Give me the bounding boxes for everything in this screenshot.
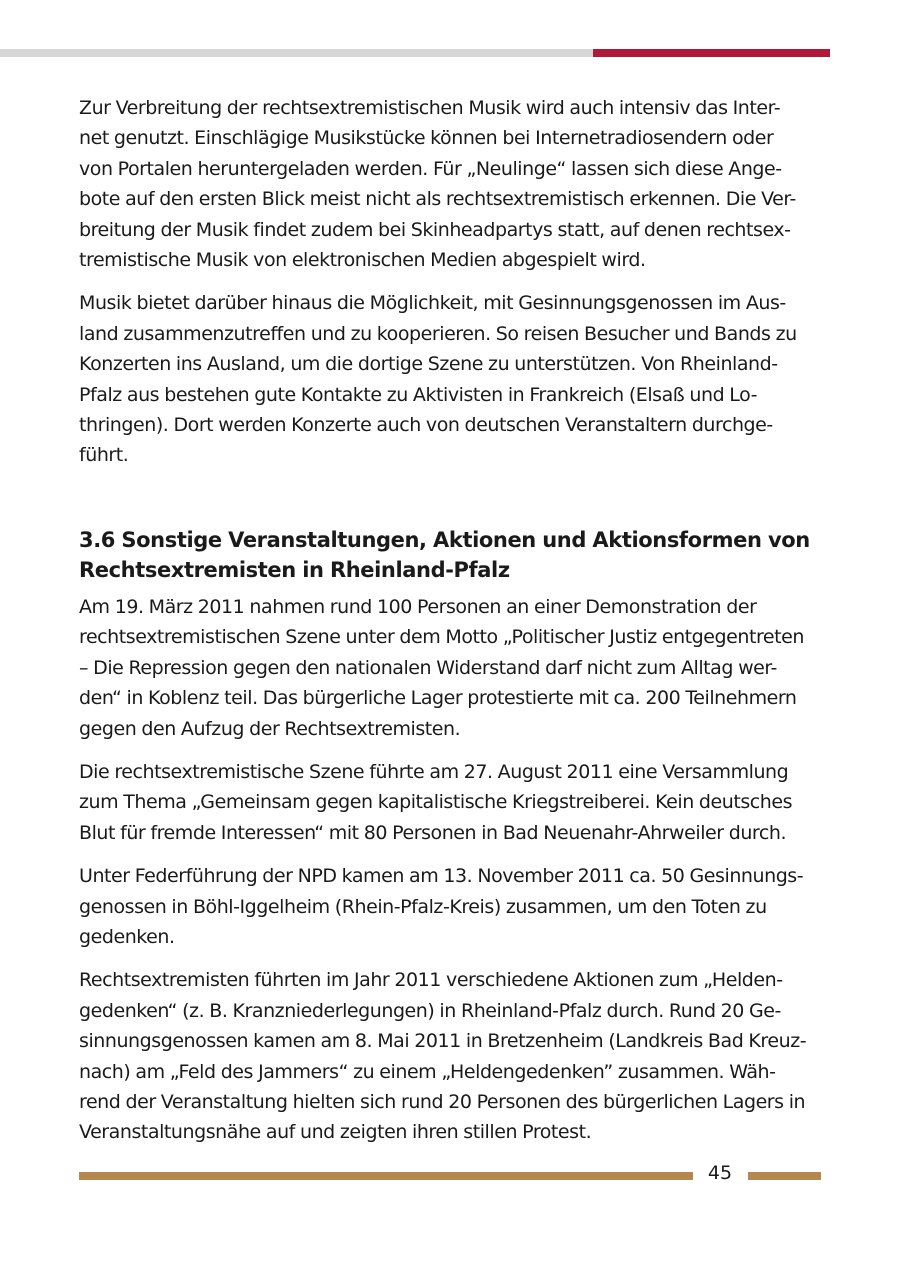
footer-bar-right [748, 1172, 821, 1180]
paragraph-music-abroad [79, 288, 824, 470]
text-line: Am 19. März 2011 nahmen rund 100 Personen an einer Demonstration der [79, 595, 757, 618]
text-line: net genutzt. Einschlägige Musikstücke können bei Internetradiosendern oder [79, 127, 774, 150]
text-line: nach) am „Feld des Jammers“ zu einem „Heldengedenken” zusammen. Wäh- [79, 1060, 776, 1083]
paragraph-music-internet [79, 93, 824, 275]
text-line: genossen in Böhl-Iggelheim (Rhein-Pfalz-Kreis) zusammen, um den Toten zu [79, 895, 767, 918]
text-line: von Portalen heruntergeladen werden. Für „Neulinge“ lassen sich diese Ange- [79, 157, 782, 180]
text-line: land zusammenzutreffen und zu kooperieren. So reisen Besucher und Bands zu [79, 322, 797, 345]
text-line: thringen). Dort werden Konzerte auch von deutschen Veranstaltern durchge- [79, 414, 773, 437]
text-line: bote auf den ersten Blick meist nicht als rechtsextremistisch erkennen. Die Ver- [79, 188, 796, 211]
text-line: Unter Federführung der NPD kamen am 13. November 2011 ca. 50 Gesinnungs- [79, 865, 804, 888]
header-bar-gray [0, 49, 593, 57]
header-bar-accent [593, 49, 830, 57]
paragraph-assembly-ahrweiler [79, 757, 824, 848]
text-line: sinnungsgenossen kamen am 8. Mai 2011 in Bretzenheim (Landkreis Bad Kreuz- [79, 1030, 807, 1053]
text-line: gedenken“ (z. B. Kranzniederlegungen) in Rheinland-Pfalz durch. Rund 20 Ge- [79, 999, 781, 1022]
text-line: breitung der Musik findet zudem bei Skinheadpartys statt, auf denen rechtsex- [79, 218, 791, 241]
text-line: Blut für fremde Interessen“ mit 80 Personen in Bad Neuenahr-Ahrweiler durch. [79, 821, 787, 844]
text-line: den“ in Koblenz teil. Das bürgerliche Lager protestierte mit ca. 200 Teilnehmern [79, 687, 797, 710]
text-line: Veranstaltungsnähe auf und zeigten ihren stillen Protest. [79, 1121, 592, 1144]
page-number: 45 [707, 1162, 733, 1184]
section-heading [79, 525, 824, 586]
text-line: – Die Repression gegen den nationalen Widerstand darf nicht zum Alltag wer- [79, 656, 777, 679]
paragraph-npd-boehl [79, 861, 824, 952]
text-line: rechtsextremistischen Szene unter dem Motto „Politischer Justiz entgegentreten [79, 626, 804, 649]
text-line: zum Thema „Gemeinsam gegen kapitalistische Kriegstreiberei. Kein deutsches [79, 791, 793, 814]
text-line: Die rechtsextremistische Szene führte am 27. August 2011 eine Versammlung [79, 760, 789, 783]
text-line: gedenken. [79, 925, 175, 948]
text-line: gegen den Aufzug der Rechtsextremisten. [79, 717, 461, 740]
text-line: Zur Verbreitung der rechtsextremistischen Musik wird auch intensiv das Inter- [79, 97, 781, 119]
heading-line: Rechtsextremisten in Rheinland-Pfalz [79, 558, 510, 583]
text-line: Rechtsextremisten führten im Jahr 2011 verschiedene Aktionen zum „Helden- [79, 969, 783, 992]
page-content [79, 93, 824, 1161]
text-line: Konzerten ins Ausland, um die dortige Szene zu unterstützen. Von Rheinland- [79, 353, 778, 376]
footer-bar-left [79, 1172, 693, 1180]
paragraph-heldengedenken [79, 965, 824, 1147]
text-line: rend der Veranstaltung hielten sich rund 20 Personen des bürgerlichen Lagers in [79, 1090, 806, 1113]
text-line: führt. [79, 444, 129, 467]
paragraph-demonstration-koblenz [79, 592, 824, 744]
heading-line: 3.6 Sonstige Veranstaltungen, Aktionen und Aktionsformen von [79, 527, 810, 552]
text-line: Musik bietet darüber hinaus die Möglichkeit, mit Gesinnungsgenossen im Aus- [79, 292, 786, 315]
text-line: Pfalz aus bestehen gute Kontakte zu Aktivisten in Frankreich (Elsaß und Lo- [79, 383, 758, 406]
text-line: tremistische Musik von elektronischen Medien abgespielt wird. [79, 249, 646, 272]
